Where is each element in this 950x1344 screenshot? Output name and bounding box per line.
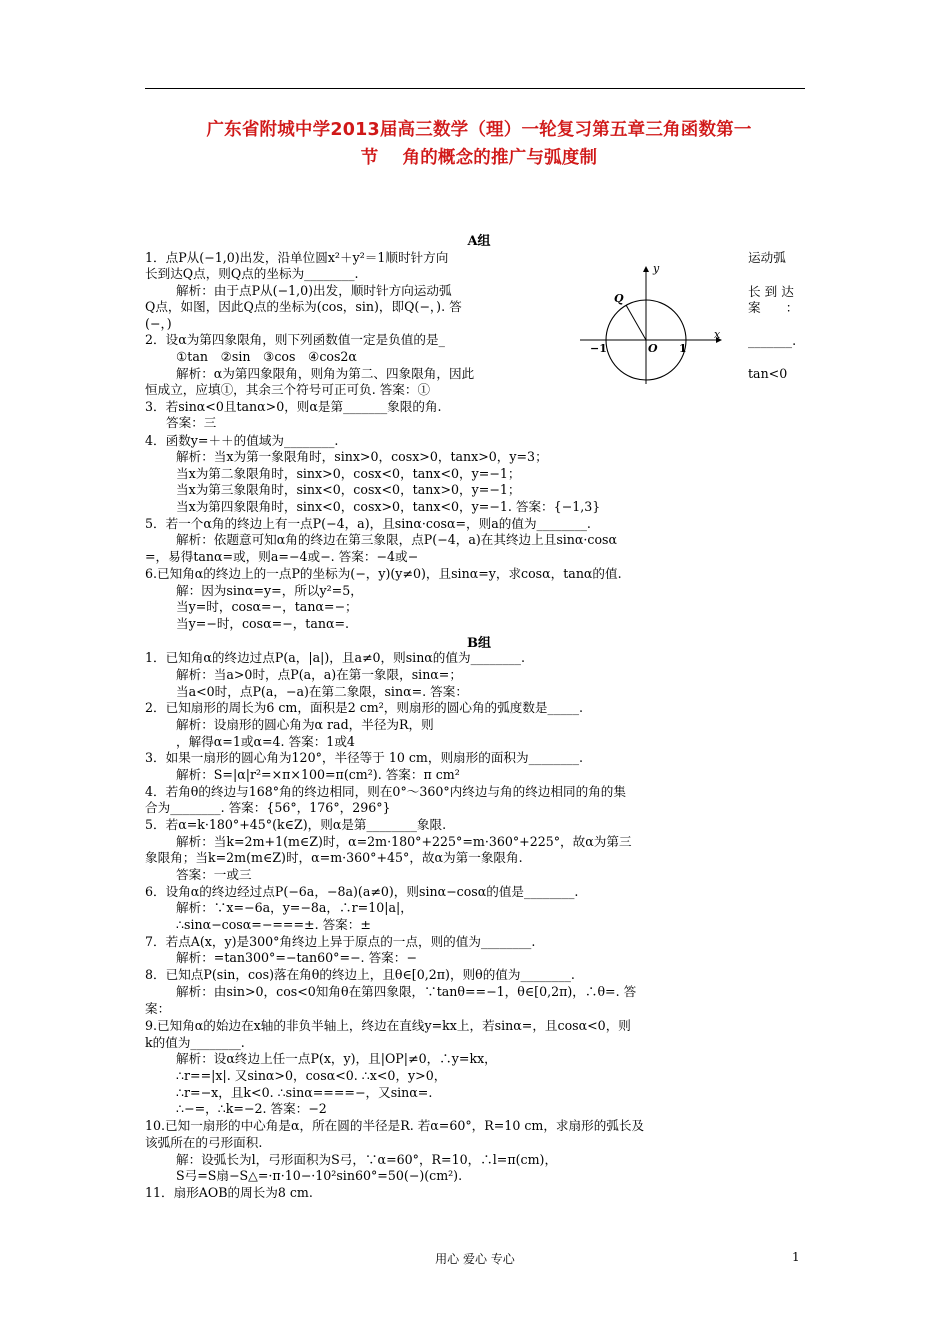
header-rule bbox=[145, 88, 805, 89]
unit-circle-figure bbox=[576, 258, 726, 390]
text-line: 长到达Q点，则Q点的坐标为________. bbox=[145, 266, 359, 281]
text-line: ∴r==|x|. 又sinα>0，cosα<0. ∴x<0，y>0， bbox=[176, 1068, 447, 1083]
text-line: 当x为第三象限角时，sinx<0，cosx<0，tanx>0，y=−1； bbox=[176, 482, 521, 497]
text-line: 4．函数y=＋＋的值域为________. bbox=[145, 433, 339, 448]
title-line-1: 广东省附城中学2013届高三数学（理）一轮复习第五章三角函数第一 bbox=[206, 120, 752, 140]
side-fragment: 运动弧 bbox=[748, 250, 786, 265]
text-line: 象限角；当k=2m(m∈Z)时，α=m·360°+45°，故α为第一象限角. bbox=[145, 850, 523, 865]
text-line: ∴sinα−cosα=−===±. 答案：± bbox=[176, 917, 371, 932]
side-fragment: 长 到 达 bbox=[748, 284, 794, 299]
x-axis-label: x bbox=[714, 328, 721, 341]
text-line: 恒成立，应填①，其余三个符号可正可负. 答案：① bbox=[145, 382, 431, 397]
page-number: 1 bbox=[792, 1250, 800, 1264]
text-line: k的值为________. bbox=[145, 1035, 245, 1050]
text-line: 解析：当x为第一象限角时，sinx>0，cosx>0，tanx>0，y=3； bbox=[176, 449, 548, 464]
text-line: 4．若角θ的终边与168°角的终边相同，则在0°～360°内终边与角的终边相同的角的集 bbox=[145, 784, 626, 799]
side-fragment: 案 ： bbox=[748, 300, 799, 315]
text-line: 解析：=tan300°=−tan60°=−. 答案：− bbox=[176, 950, 417, 965]
text-line: 9.已知角α的始边在x轴的非负半轴上，终边在直线y=kx上，若sinα=，且cosα<0，则 bbox=[145, 1018, 631, 1033]
text-line: 6.已知角α的终边上的一点P的坐标为(−，y)(y≠0)，且sinα=y，求cosα，tanα的值. bbox=[145, 566, 622, 581]
text-line: 当x为第四象限角时，sinx<0，cosx>0，tanx<0，y=−1. 答案：{−1,3} bbox=[176, 499, 601, 514]
text-line: 当y=−时，cosα=−，tanα=. bbox=[176, 616, 350, 631]
text-line: 案： bbox=[145, 1001, 171, 1016]
text-line: 解析：由sin>0，cos<0知角θ在第四象限，∵tanθ==−1，θ∈[0,2π)，∴θ=. 答 bbox=[176, 984, 637, 999]
y-axis-arrow-icon bbox=[643, 266, 649, 272]
text-line: 11．扇形AOB的周长为8 cm. bbox=[145, 1185, 313, 1200]
text-line: 解析：∵x=−6a，y=−8a，∴r=10|a|， bbox=[176, 900, 413, 915]
text-line: 3．若sinα<0且tanα>0，则α是第_______象限的角. bbox=[145, 399, 442, 414]
text-line: ∴−=，∴k=−2. 答案：−2 bbox=[176, 1101, 327, 1116]
text-line: 答案：一或三 bbox=[176, 867, 252, 882]
side-fragment: _______. bbox=[748, 333, 797, 348]
text-line: 5．若α=k·180°+45°(k∈Z)，则α是第________象限. bbox=[145, 817, 447, 832]
text-line: 当x为第二象限角时，sinx>0，cosx<0，tanx<0，y=−1； bbox=[176, 466, 521, 481]
text-line: 解析：依题意可知α角的终边在第三象限，点P(−4，a)在其终边上且sinα·cosα bbox=[176, 532, 618, 547]
radius-oq bbox=[626, 305, 646, 340]
text-line: 解析：当k=2m+1(m∈Z)时，α=2m·180°+225°=m·360°+225°，故α为第三 bbox=[176, 834, 632, 849]
text-line: 合为________. 答案：{56°，176°，296°} bbox=[145, 800, 391, 815]
text-line: 2．设α为第四象限角，则下列函数值一定是负值的是_ bbox=[145, 332, 445, 347]
text-line: 解析：设扇形的圆心角为α rad，半径为R，则 bbox=[176, 717, 434, 732]
text-line: 5．若一个α角的终边上有一点P(−4，a)，且sinα·cosα=，则a的值为________. bbox=[145, 516, 591, 531]
text-line: 2．已知扇形的周长为6 cm，面积是2 cm²，则扇形的圆心角的弧度数是_____. bbox=[145, 700, 584, 715]
text-line: 该弧所在的弓形面积. bbox=[145, 1135, 263, 1150]
text-line: 解：因为sinα=y=，所以y²=5， bbox=[176, 583, 363, 598]
text-line: ①tan ②sin ③cos ④cos2α bbox=[176, 349, 357, 364]
y-axis-label: y bbox=[653, 262, 660, 275]
text-line: 当a<0时，点P(a，−a)在第二象限，sinα=. 答案： bbox=[176, 684, 468, 699]
text-line: 解析：由于点P从(−1,0)出发，顺时针方向运动弧 bbox=[176, 283, 452, 298]
origin-label: O bbox=[648, 342, 658, 355]
text-line: 1．点P从(−1,0)出发，沿单位圆x²＋y²＝1顺时针方向 bbox=[145, 250, 449, 265]
text-line: 当y=时，cosα=−，tanα=−； bbox=[176, 599, 358, 614]
text-line: 10.已知一扇形的中心角是α，所在圆的半径是R. 若α=60°，R=10 cm，求扇形的弧长及 bbox=[145, 1118, 645, 1133]
text-line: ，解得α=1或α=4. 答案：1或4 bbox=[176, 734, 355, 749]
text-line: 解析：S=|α|r²=×π×100=π(cm²). 答案：π cm² bbox=[176, 767, 460, 782]
text-line: =，易得tanα=或，则a=−4或−. 答案：−4或− bbox=[145, 549, 419, 564]
text-line: 解析：α为第四象限角，则角为第二、四象限角，因此 bbox=[176, 366, 475, 381]
text-line: (−，) bbox=[145, 316, 172, 331]
page-footer: 用心 爱心 专心 bbox=[435, 1252, 515, 1266]
one-label: 1 bbox=[679, 342, 687, 355]
text-line: 1．已知角α的终边过点P(a，|a|)，且a≠0，则sinα的值为________. bbox=[145, 650, 525, 665]
text-line: S弓=S扇−S△=·π·10−·10²sin60°=50(−)(cm²). bbox=[176, 1168, 463, 1183]
group-b-heading: B组 bbox=[467, 636, 491, 651]
text-line: 7．若点A(x，y)是300°角终边上异于原点的一点，则的值为________. bbox=[145, 934, 536, 949]
side-fragment: tan<0 bbox=[748, 366, 788, 381]
text-line: 3．如果一扇形的圆心角为120°，半径等于 10 cm，则扇形的面积为________. bbox=[145, 750, 584, 765]
text-line: ∴r=−x，且k<0. ∴sinα====−，又sinα=. bbox=[176, 1085, 433, 1100]
text-line: 解：设弧长为l，弓形面积为S弓，∵α=60°，R=10，∴l=π(cm)， bbox=[176, 1152, 558, 1167]
text-line: Q点，如图，因此Q点的坐标为(cos，sin)，即Q(−，). 答 bbox=[145, 299, 462, 314]
page-title bbox=[145, 116, 813, 172]
group-a-heading: A组 bbox=[467, 234, 491, 249]
text-line: 答案：三 bbox=[166, 415, 217, 430]
text-line: 解析：当a>0时，点P(a，a)在第一象限，sinα=； bbox=[176, 667, 462, 682]
text-line: 解析：设α终边上任一点P(x，y)，且|OP|≠0，∴y=kx， bbox=[176, 1051, 497, 1066]
text-line: 6．设角α的终边经过点P(−6a，−8a)(a≠0)，则sinα−cosα的值是________. bbox=[145, 884, 579, 899]
point-q-label: Q bbox=[614, 292, 624, 305]
minus-one-label: −1 bbox=[590, 342, 607, 355]
title-line-2: 节 角的概念的推广与弧度制 bbox=[360, 148, 598, 168]
text-line: 8．已知点P(sin，cos)落在角θ的终边上，且θ∈[0,2π)，则θ的值为________. bbox=[145, 967, 575, 982]
